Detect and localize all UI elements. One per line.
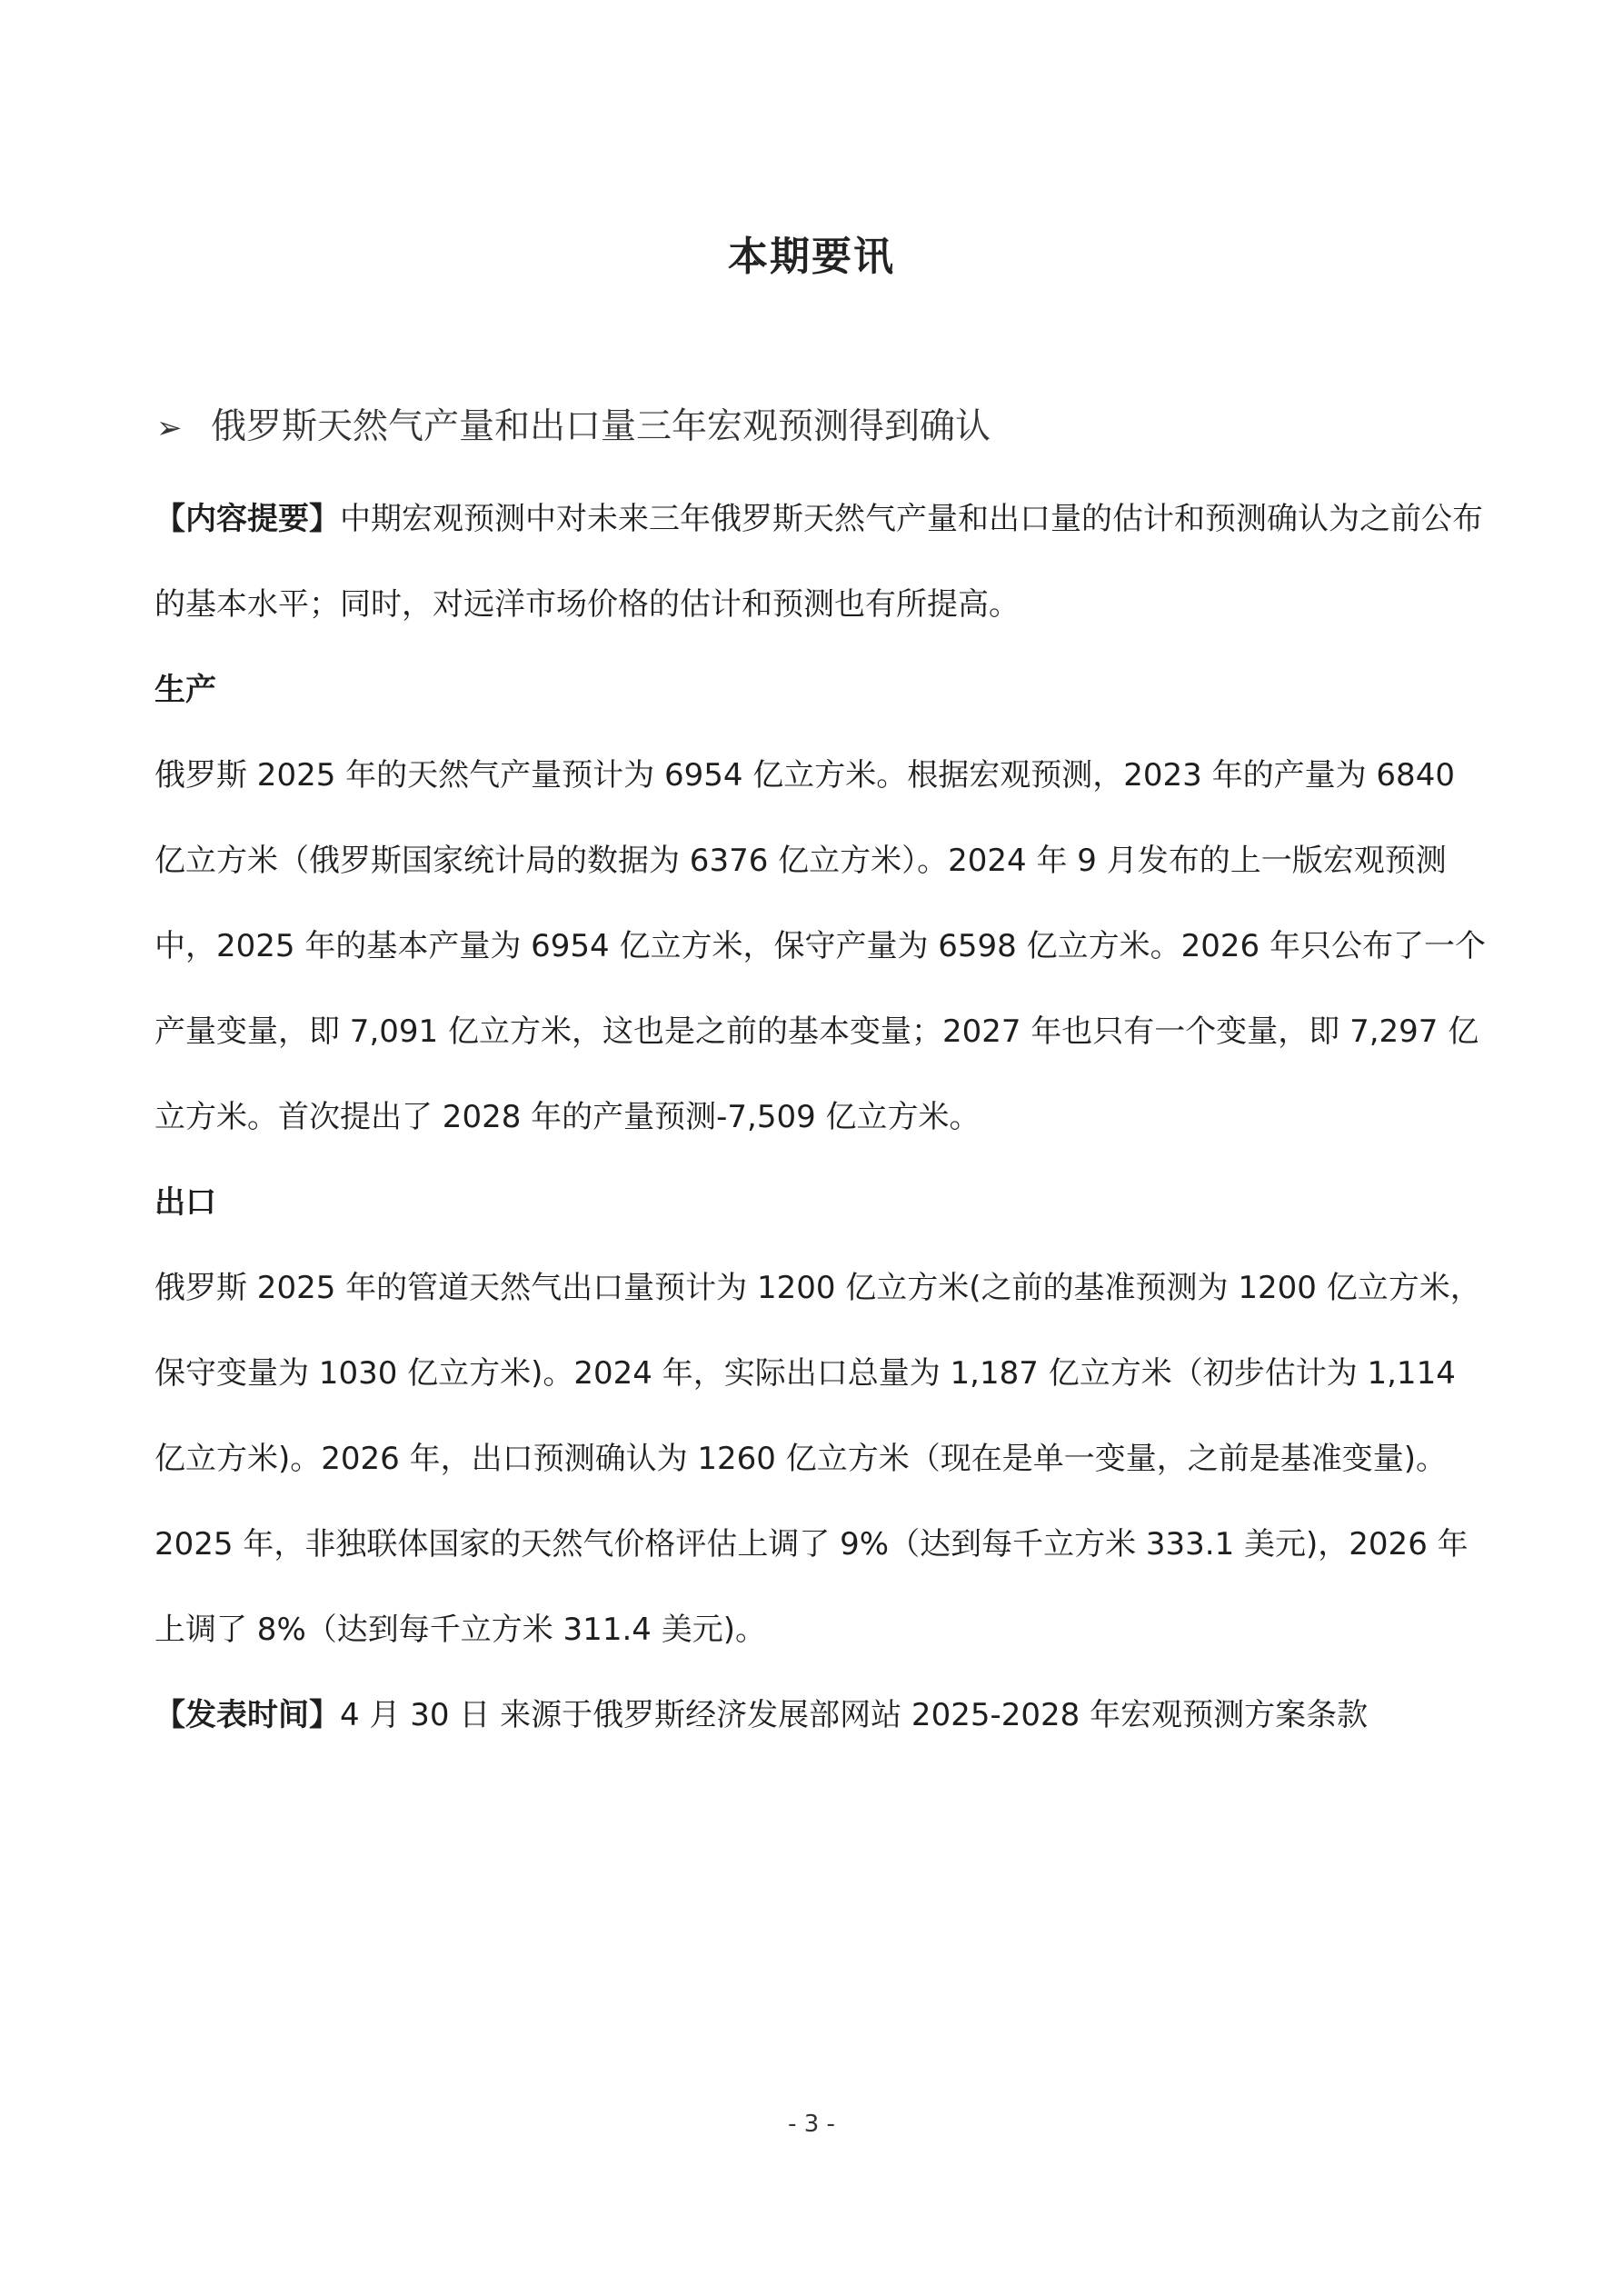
export-paragraph: 俄罗斯 2025 年的管道天然气出口量预计为 1200 亿立方米(之前的基准预测为 1200 亿立方米，保守变量为 1030 亿立方米)。2024 年，实际出口总量为 1,187 亿立方米（初步估计为 1,114 亿立方米)。2026 年，出口预测确认为 1260 亿立方米（现在是单一变量，之前是基准变量)。2025 年，非独联体国家的天然气价格评估上调了 9%（达到每千立方米 333.1 美元)，2026 年上调了 8%（达到每千立方米 311.4 美元)。 — [154, 1270, 1481, 1648]
summary-label: 【内容提要】 — [154, 501, 340, 537]
page-number: - 3 - — [788, 2111, 835, 2138]
arrow-bullet-icon: ➢ — [156, 410, 183, 446]
production-heading: 生产 — [154, 672, 216, 708]
summary-text: 中期宏观预测中对未来三年俄罗斯天然气产量和出口量的估计和预测确认为之前公布的基本水平；同时，对远洋市场价格的估计和预测也有所提高。 — [154, 501, 1483, 623]
published-label: 【发表时间】 — [154, 1697, 340, 1733]
headline-text: 俄罗斯天然气产量和出口量三年宏观预测得到确认 — [211, 406, 991, 447]
page-title: 本期要讯 — [728, 234, 895, 280]
article-headline — [156, 398, 991, 449]
summary-paragraph — [154, 476, 1490, 647]
published-text: 4 月 30 日 来源于俄罗斯经济发展部网站 2025-2028 年宏观预测方案条款 — [340, 1697, 1369, 1733]
export-heading: 出口 — [154, 1184, 216, 1221]
production-paragraph: 俄罗斯 2025 年的天然气产量预计为 6954 亿立方米。根据宏观预测，2023 年的产量为 6840 亿立方米（俄罗斯国家统计局的数据为 6376 亿立方米）。2024 年 9 月发布的上一版宏观预测中，2025 年的基本产量为 6954 亿立方米，保守产量为 6598 亿立方米。2026 年只公布了一个产量变量，即 7,091 亿立方米，这也是之前的基本变量；2027 年也只有一个变量，即 7,297 亿立方米。首次提出了 2028 年的产量预测-7,509 亿立方米。 — [154, 757, 1486, 1135]
article-body — [154, 476, 1490, 1758]
published-paragraph — [154, 1672, 1490, 1758]
